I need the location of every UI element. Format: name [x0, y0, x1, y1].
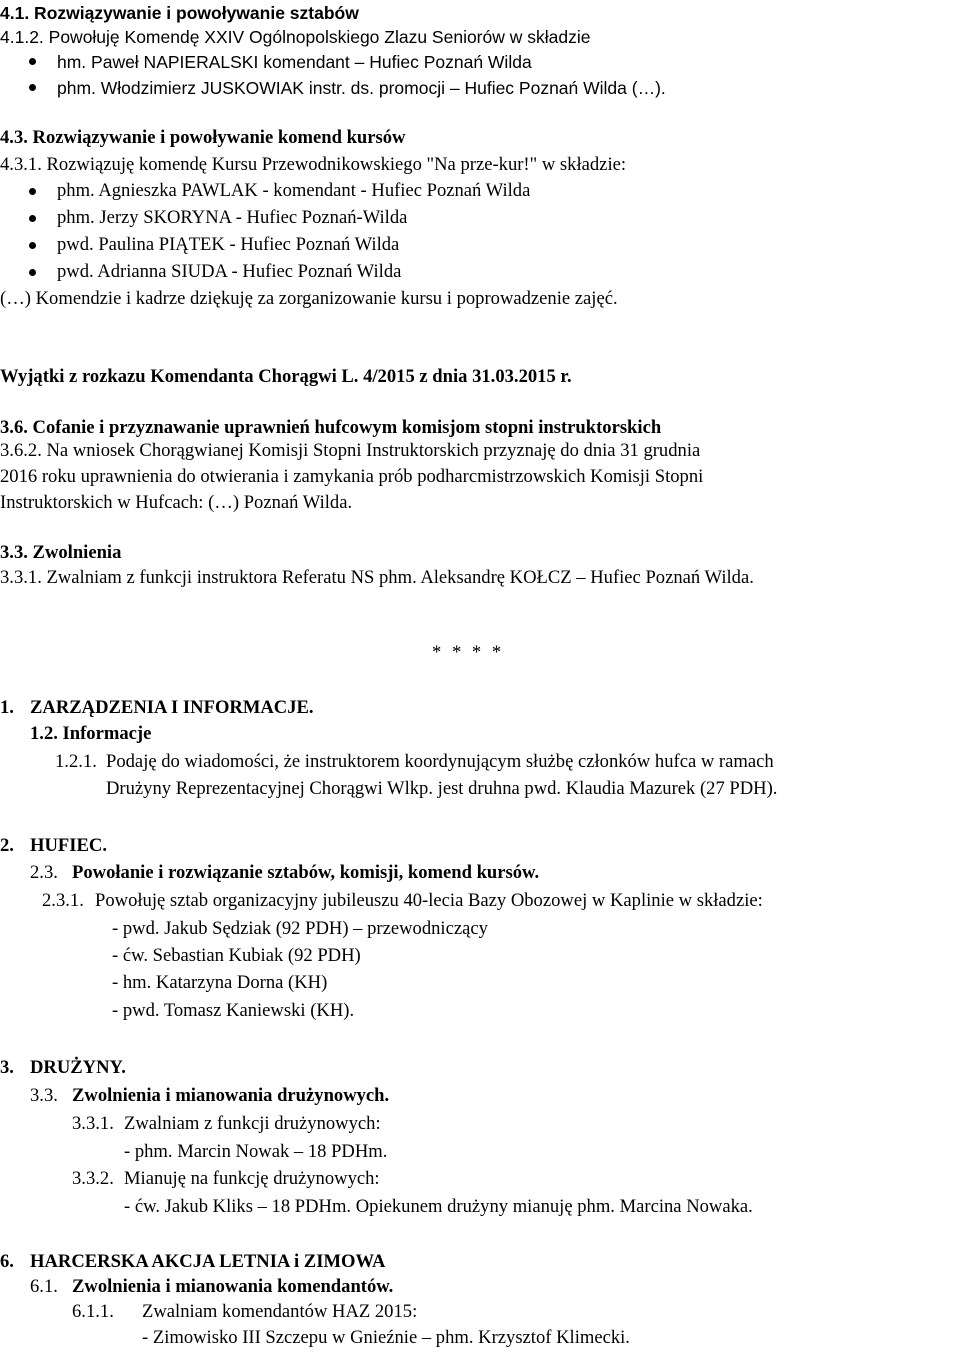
- list-item: - ćw. Jakub Kliks – 18 PDHm. Opiekunem drużyny mianuję phm. Marcina Nowaka.: [124, 1196, 753, 1217]
- excerpt-title: Wyjątki z rozkazu Komendanta Chorągwi L. 4/2015 z dnia 31.03.2015 r.: [0, 366, 572, 387]
- paragraph-line: 2016 roku uprawnienia do otwierania i zamykania prób podharcmistrzowskich Komisji Stopni: [0, 466, 704, 487]
- bullet-icon: [29, 242, 36, 249]
- section-title: HARCERSKA AKCJA LETNIA i ZIMOWA: [30, 1251, 386, 1272]
- item-number: 3.3.1.: [72, 1113, 114, 1134]
- list-item: hm. Paweł NAPIERALSKI komendant – Hufiec Poznań Wilda: [57, 52, 532, 72]
- bullet-icon: [29, 84, 36, 91]
- paragraph-line: Drużyny Reprezentacyjnej Chorągwi Wlkp. jest druhna pwd. Klaudia Mazurek (27 PDH).: [106, 778, 778, 799]
- paragraph-line: Instruktorskich w Hufcach: (…) Poznań Wilda.: [0, 492, 353, 513]
- item-number: 1.2.1.: [55, 751, 97, 772]
- bullet-icon: [29, 215, 36, 222]
- paragraph: Mianuję na funkcję drużynowych:: [124, 1168, 380, 1189]
- subsection-heading: Zwolnienia i mianowania drużynowych.: [72, 1085, 390, 1106]
- list-item: - hm. Katarzyna Dorna (KH): [112, 972, 328, 993]
- subsection-number: 3.3.: [30, 1085, 58, 1106]
- paragraph: 4.1.2. Powołuję Komendę XXIV Ogólnopolskiego Zlazu Seniorów w składzie: [0, 27, 591, 47]
- paragraph-line: 3.6.2. Na wniosek Chorągwianej Komisji Stopni Instruktorskich przyznaję do dnia 31 grudnia: [0, 440, 701, 461]
- item-number: 6.1.1.: [72, 1301, 114, 1322]
- section-title: DRUŻYNY.: [30, 1057, 126, 1078]
- list-item: pwd. Paulina PIĄTEK - Hufiec Poznań Wilda: [57, 234, 400, 255]
- list-item: - pwd. Jakub Sędziak (92 PDH) – przewodniczący: [112, 918, 488, 939]
- list-item: - Zimowisko III Szczepu w Gnieźnie – phm. Krzysztof Klimecki.: [142, 1327, 630, 1348]
- list-item: phm. Agnieszka PAWLAK - komendant - Hufiec Poznań Wilda: [57, 180, 531, 201]
- list-item: - phm. Marcin Nowak – 18 PDHm.: [124, 1141, 388, 1162]
- list-item: - pwd. Tomasz Kaniewski (KH).: [112, 1000, 355, 1021]
- paragraph: Zwalniam komendantów HAZ 2015:: [142, 1301, 418, 1322]
- separator: * * * *: [432, 642, 502, 663]
- section-number: 3.: [0, 1057, 14, 1078]
- subsection-number: 2.3.: [30, 862, 58, 883]
- list-item: - ćw. Sebastian Kubiak (92 PDH): [112, 945, 361, 966]
- subsection-heading: Powołanie i rozwiązanie sztabów, komisji, komend kursów.: [72, 862, 540, 883]
- subsection-heading: Zwolnienia i mianowania komendantów.: [72, 1276, 394, 1297]
- section-title: ZARZĄDZENIA I INFORMACJE.: [30, 697, 314, 718]
- section-heading: 4.1. Rozwiązywanie i powoływanie sztabów: [0, 3, 359, 23]
- paragraph-line: Podaję do wiadomości, że instruktorem koordynującym służbę członków hufca w ramach: [106, 751, 774, 772]
- paragraph: 4.3.1. Rozwiązuję komendę Kursu Przewodnikowskiego "Na prze-kur!" w składzie:: [0, 154, 627, 175]
- section-heading: 4.3. Rozwiązywanie i powoływanie komend kursów: [0, 127, 406, 148]
- paragraph: Powołuję sztab organizacyjny jubileuszu 40-lecia Bazy Obozowej w Kaplinie w składzie:: [95, 890, 763, 911]
- bullet-icon: [29, 188, 36, 195]
- item-number: 3.3.2.: [72, 1168, 114, 1189]
- section-heading: 3.6. Cofanie i przyznawanie uprawnień hufcowym komisjom stopni instruktorskich: [0, 417, 662, 438]
- list-item: phm. Jerzy SKORYNA - Hufiec Poznań-Wilda: [57, 207, 408, 228]
- section-title: HUFIEC.: [30, 835, 107, 856]
- section-number: 6.: [0, 1251, 14, 1272]
- section-number: 1.: [0, 697, 14, 718]
- paragraph: (…) Komendzie i kadrze dziękuję za zorganizowanie kursu i poprowadzenie zajęć.: [0, 288, 618, 309]
- paragraph: Zwalniam z funkcji drużynowych:: [124, 1113, 381, 1134]
- bullet-icon: [29, 58, 36, 65]
- list-item: phm. Włodzimierz JUSKOWIAK instr. ds. promocji – Hufiec Poznań Wilda (…).: [57, 78, 666, 98]
- section-number: 2.: [0, 835, 14, 856]
- paragraph: 3.3.1. Zwalniam z funkcji instruktora Referatu NS phm. Aleksandrę KOŁCZ – Hufiec Poznań Wilda.: [0, 567, 754, 588]
- bullet-icon: [29, 269, 36, 276]
- section-heading: 3.3. Zwolnienia: [0, 542, 122, 563]
- subsection-heading: 1.2. Informacje: [30, 723, 152, 744]
- subsection-number: 6.1.: [30, 1276, 58, 1297]
- list-item: pwd. Adrianna SIUDA - Hufiec Poznań Wilda: [57, 261, 402, 282]
- item-number: 2.3.1.: [42, 890, 84, 911]
